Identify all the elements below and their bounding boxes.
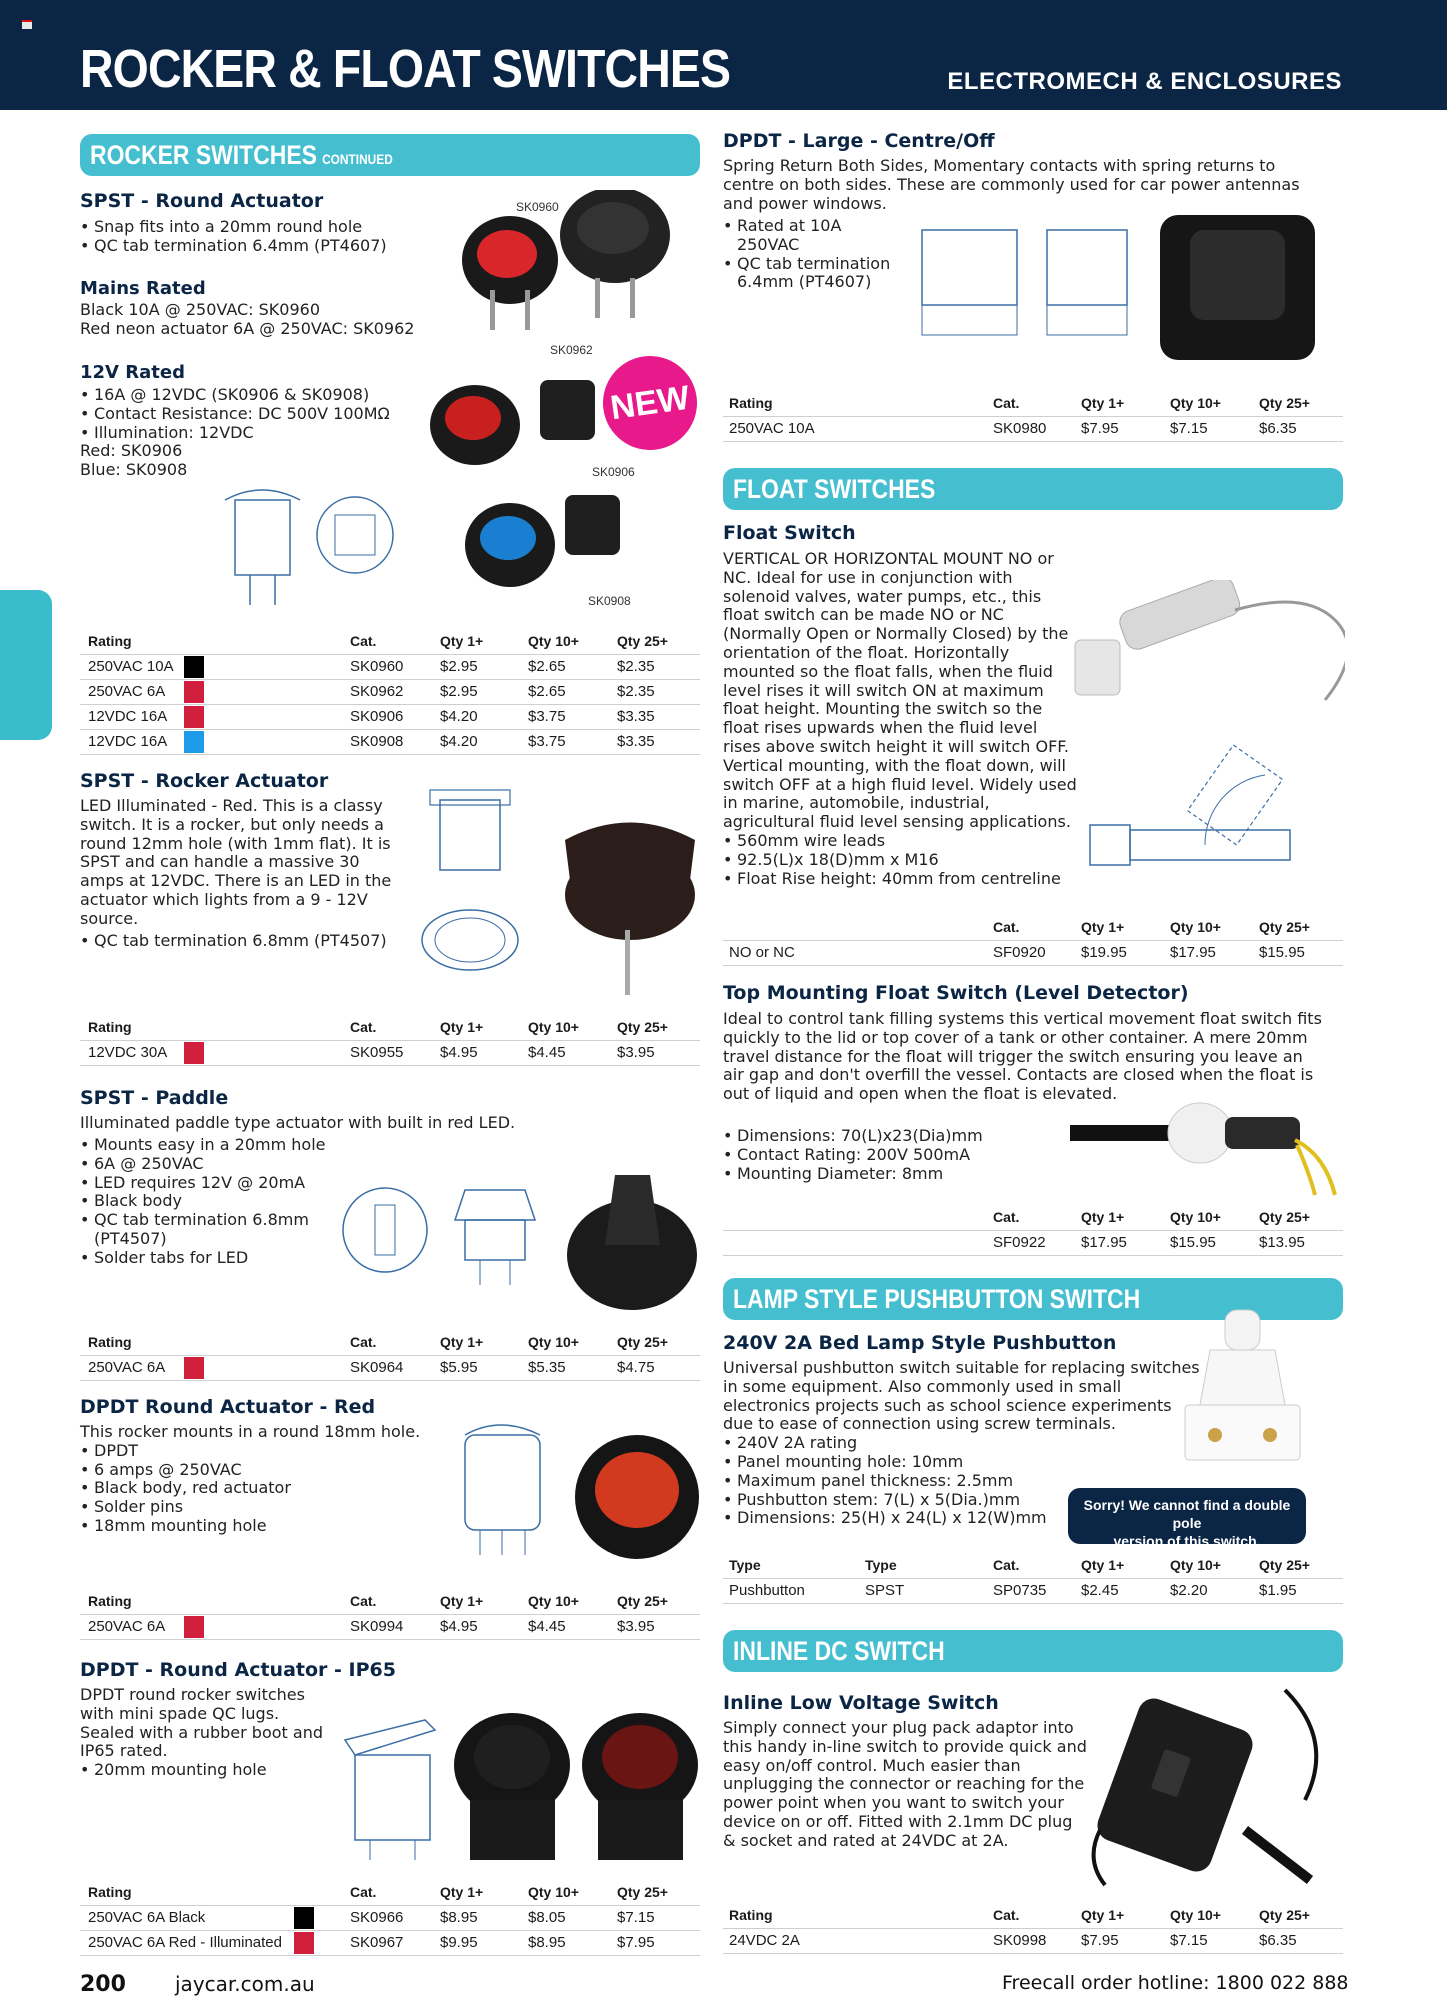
table-row: 12VDC 16A SK0908 $4.20 $3.75 $3.35: [80, 729, 700, 755]
dpdt-ip65-photos: [450, 1705, 705, 1880]
dpdt-large-bullets: • Rated at 10A 250VAC • QC tab termination 6.4mm (PT4607): [723, 217, 898, 292]
table-row: 250VAC 6A SK0994 $4.95 $4.45 $3.95: [80, 1614, 700, 1640]
top-float-title: Top Mounting Float Switch (Level Detector): [723, 982, 1189, 1004]
lamp-title: 240V 2A Bed Lamp Style Pushbutton: [723, 1332, 1117, 1354]
float-switch-title: Float Switch: [723, 522, 856, 544]
dpdt-large-diagram: [912, 215, 1142, 365]
paddle-photo: [560, 1165, 705, 1315]
site-link[interactable]: jaycar.com.au: [175, 1972, 315, 1996]
inline-dc-banner: INLINE DC SWITCH: [723, 1630, 1343, 1672]
table-float-switch: Cat. Qty 1+ Qty 10+ Qty 25+ NO or NC SF0920 $19.95 $17.95 $15.95: [723, 916, 1343, 966]
mains-rated-title: Mains Rated: [80, 278, 206, 299]
spst-rocker-text: LED Illuminated - Red. This is a classy switch. It is a rocker, but only needs a round 12mm hole (with 1mm flat). It is SPST and can handle a massive 30 amps at 12VDC. There is an LED in the actuator which lights from a 9 - 12V source. • QC tab termination 6.8mm (PT4507): [80, 797, 405, 950]
float-switch-text: VERTICAL OR HORIZONTAL MOUNT NO or NC. Ideal for use in conjunction with solenoid valves, water pumps, etc., this float switch can be made NO or NC (Normally Open or Normally Closed) by the orientation of the float. Horizontally mounted so the float falls, when the fluid level rises it will switch ON at maximum float height. Mounting the switch so the float rises upwards when the fluid level rises above switch height it will switch OFF. Vertical mounting, with the float down, will switch OFF at a high fluid level. Widely used in marine, automobile, industrial, agricultural fluid level sensing applications. • 560mm wire leads • 92.5(L)x 18(D)mm x M16 • Float Rise height: 40mm from centreline: [723, 550, 1078, 888]
caption-sk0908: SK0908: [588, 594, 631, 608]
spst-round-title: SPST - Round Actuator: [80, 190, 324, 212]
table-inline: Rating Cat. Qty 1+ Qty 10+ Qty 25+ 24VDC 2A SK0998 $7.95 $7.15 $6.35: [723, 1904, 1343, 1954]
caption-sk0960: SK0960: [516, 200, 559, 214]
table-dpdt-red: Rating Cat. Qty 1+ Qty 10+ Qty 25+ 250VAC 6A SK0994 $4.95 $4.45 $3.95: [80, 1590, 700, 1640]
lamp-style-banner: LAMP STYLE PUSHBUTTON SWITCH: [723, 1278, 1343, 1320]
lamp-switch-photo: [1180, 1305, 1305, 1480]
section-label: ELECTROMECH & ENCLOSURES: [947, 68, 1342, 95]
float-switches-banner: FLOAT SWITCHES: [723, 468, 1343, 510]
dpdt-ip65-text: DPDT round rocker switches with mini spade QC lugs. Sealed with a rubber boot and IP65 rated. • 20mm mounting hole: [80, 1686, 330, 1780]
lamp-text: Universal pushbutton switch suitable for replacing switches in some equipment. Also commonly used in small electronics projects such as school science experiments due to ease of connection using screw terminals. • 240V 2A rating • Panel mounting hole: 10mm • Maximum panel thickness: 2.5mm • Pushbutton stem: 7(L) x 5(Dia.)mm • Dimensions: 25(H) x 24(L) x 12(W)mm: [723, 1359, 1203, 1528]
side-tab: [0, 590, 52, 740]
table-row: 250VAC 6A Red - Illuminated SK0967 $9.95 $8.95 $7.95: [80, 1930, 700, 1956]
inline-switch-photo: [1085, 1680, 1345, 1895]
top-float-bullets: • Dimensions: 70(L)x23(Dia)mm • Contact Rating: 200V 500mA • Mounting Diameter: 8mm: [723, 1127, 1063, 1183]
round-switch-photos: [455, 190, 705, 360]
page-title: ROCKER & FLOAT SWITCHES: [80, 39, 731, 99]
dpdt-large-photo: [1155, 205, 1320, 370]
spst-round-bullets: • Snap fits into a 20mm round hole • QC tab termination 6.4mm (PT4607): [80, 218, 440, 256]
caption-sk0962: SK0962: [550, 343, 593, 357]
dpdt-ip65-title: DPDT - Round Actuator - IP65: [80, 1659, 396, 1681]
float-switch-diagram: [1085, 735, 1345, 905]
page-header: [0, 0, 1447, 110]
spst-rocker-title: SPST - Rocker Actuator: [80, 770, 329, 792]
table-row: 250VAC 10A SK0980 $7.95 $7.15 $6.35: [723, 416, 1343, 442]
v12-rated-title: 12V Rated: [80, 362, 185, 383]
spst-paddle-bullets: • Mounts easy in a 20mm hole • 6A @ 250VAC • LED requires 12V @ 20mA • Black body • QC tab termination 6.8mm (PT4507) • Solder tabs for LED: [80, 1136, 330, 1268]
dpdt-red-photo: [570, 1430, 705, 1565]
table-top-float: Cat. Qty 1+ Qty 10+ Qty 25+ SF0922 $17.95 $15.95 $13.95: [723, 1206, 1343, 1256]
rocker-switches-banner: ROCKER SWITCHES CONTINUED: [80, 134, 700, 176]
table-row: 12VDC 30A SK0955 $4.95 $4.45 $3.95: [80, 1040, 700, 1066]
double-pole-note: Sorry! We cannot find a double pole version of this switch.: [1068, 1488, 1306, 1544]
spst-paddle-title: SPST - Paddle: [80, 1087, 229, 1109]
page-number: 200: [80, 1972, 126, 1997]
table-row: 24VDC 2A SK0998 $7.95 $7.15 $6.35: [723, 1928, 1343, 1954]
table-dpdt-ip65: Rating Cat. Qty 1+ Qty 10+ Qty 25+ 250VAC 6A Black SK0966 $8.95 $8.05 $7.15 250VAC 6A Red - Illuminated SK0967 $9.95 $8.95 $7.95: [80, 1881, 700, 1956]
dpdt-large-text: Spring Return Both Sides, Momentary contacts with spring returns to centre on both sides. These are commonly used for car power antennas and power windows.: [723, 156, 1300, 213]
caption-sk0906: SK0906: [592, 465, 635, 479]
12v-switch-photos: [425, 370, 625, 610]
table-spst-paddle: Rating Cat. Qty 1+ Qty 10+ Qty 25+ 250VAC 6A SK0964 $5.95 $5.35 $4.75: [80, 1331, 700, 1381]
top-float-text: Ideal to control tank filling systems this vertical movement float switch fits quickly to the lid or top cover of a tank or other container. A mere 20mm travel distance for the float will trigger the switch ensuring you leave an air gap and don't overfill the vessel. Contacts are closed when the float is out of liquid and open when the float is elevated.: [723, 1009, 1322, 1104]
rocker-photo: [555, 800, 705, 1000]
float-switch-photo: [1065, 580, 1345, 710]
table-row: 250VAC 6A SK0962 $2.95 $2.65 $2.35: [80, 679, 700, 704]
dpdt-large-title: DPDT - Large - Centre/Off: [723, 130, 995, 152]
table-spst-round: Rating Cat. Qty 1+ Qty 10+ Qty 25+ 250VAC 10A SK0960 $2.95 $2.65 $2.35 250VAC 6A SK0962 $2.95 $2.65 $2.35 12VDC 16A SK0906 $4.20 $3.75 $3.35 12VDC 16A SK0908 $4.20 $3.75 $3.35: [80, 630, 700, 755]
top-float-photo: [1065, 1095, 1345, 1200]
table-row: NO or NC SF0920 $19.95 $17.95 $15.95: [723, 940, 1343, 966]
new-badge: NEW: [597, 350, 703, 456]
inline-text: Simply connect your plug pack adaptor into this handy in-line switch to provide quick and easy on/off control. Much easier than unplugging the connector or reaching for the power point when you want to switch your device on or off. Fitted with 2.1mm DC plug & socket and rated at 24VDC at 2A.: [723, 1718, 1087, 1850]
dpdt-red-title: DPDT Round Actuator - Red: [80, 1396, 376, 1418]
table-row: 250VAC 10A SK0960 $2.95 $2.65 $2.35: [80, 654, 700, 679]
mains-rated-text: Black 10A @ 250VAC: SK0960 Red neon actuator 6A @ 250VAC: SK0962: [80, 300, 415, 338]
table-row: 250VAC 6A SK0964 $5.95 $5.35 $4.75: [80, 1355, 700, 1381]
table-row: 12VDC 16A SK0906 $4.20 $3.75 $3.35: [80, 704, 700, 729]
spst-paddle-text: Illuminated paddle type actuator with built in red LED.: [80, 1113, 516, 1132]
v12-rated-text: • 16A @ 12VDC (SK0906 & SK0908) • Contact Resistance: DC 500V 100MΩ • Illumination: 12VDC Red: SK0906 Blue: SK0908: [80, 386, 460, 480]
dpdt-red-text: This rocker mounts in a round 18mm hole. • DPDT • 6 amps @ 250VAC • Black body, red actuator • Solder pins • 18mm mounting hole: [80, 1423, 430, 1536]
table-row: Pushbutton SPST SP0735 $2.45 $2.20 $1.95: [723, 1578, 1343, 1604]
paddle-diagram: [325, 1160, 555, 1300]
flag-icon: [22, 20, 32, 29]
hotline: Freecall order hotline: 1800 022 888: [1002, 1972, 1349, 1994]
dpdt-ip65-diagram: [335, 1700, 450, 1870]
table-lamp: Type Type Cat. Qty 1+ Qty 10+ Qty 25+ Pushbutton SPST SP0735 $2.45 $2.20 $1.95: [723, 1554, 1343, 1604]
table-row: 250VAC 6A Black SK0966 $8.95 $8.05 $7.15: [80, 1905, 700, 1930]
inline-title: Inline Low Voltage Switch: [723, 1692, 999, 1714]
round-switch-diagram: [205, 470, 405, 625]
table-dpdt-large: Rating Cat. Qty 1+ Qty 10+ Qty 25+ 250VAC 10A SK0980 $7.95 $7.15 $6.35: [723, 392, 1343, 442]
rocker-diagram: [415, 785, 530, 1000]
dpdt-red-diagram: [430, 1395, 565, 1575]
table-spst-rocker: Rating Cat. Qty 1+ Qty 10+ Qty 25+ 12VDC 30A SK0955 $4.95 $4.45 $3.95: [80, 1016, 700, 1066]
table-row: SF0922 $17.95 $15.95 $13.95: [723, 1230, 1343, 1256]
